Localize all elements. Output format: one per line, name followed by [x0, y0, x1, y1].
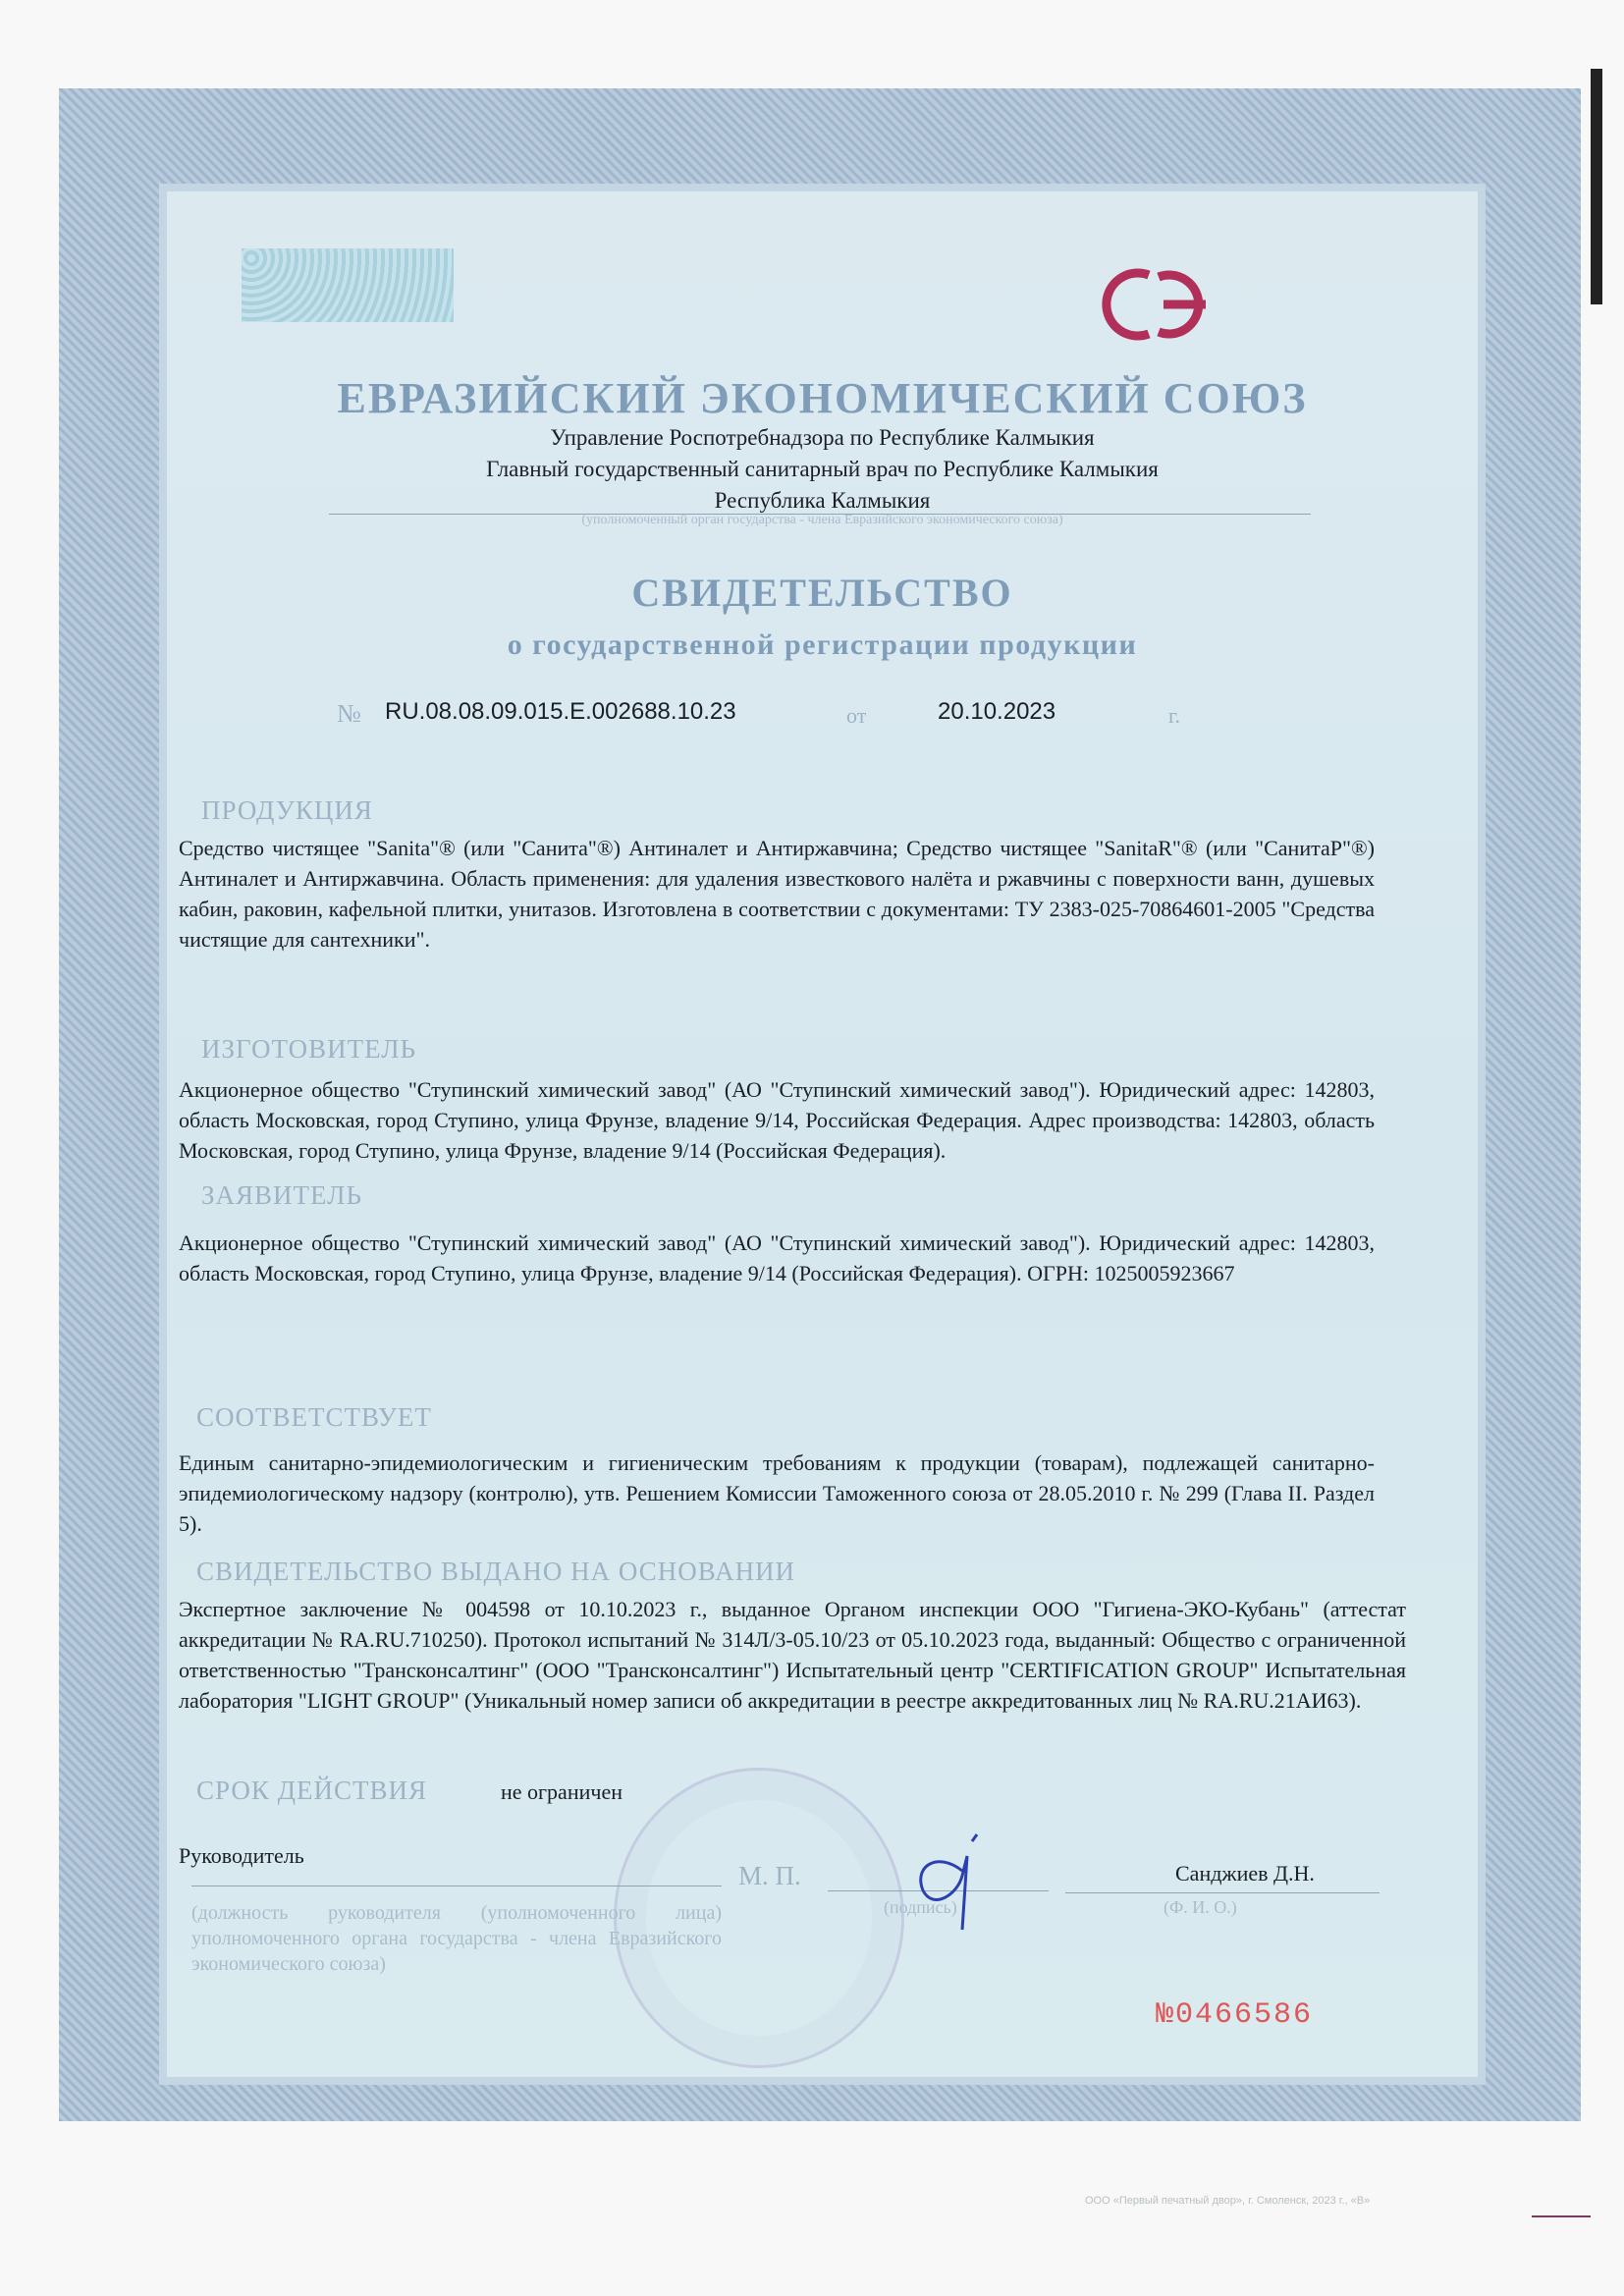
position-label: Руководитель — [179, 1843, 304, 1868]
eaeu-logo — [1090, 263, 1227, 347]
authority-line: Главный государственный санитарный врач по Республике Калмыкия — [486, 457, 1159, 481]
certificate-title: СВИДЕТЕЛЬСТВО — [631, 571, 1013, 615]
authority-line: Управление Роспотребнадзора по Республике Калмыкия — [550, 425, 1095, 450]
manufacturer-label: ИЗГОТОВИТЕЛЬ — [201, 1034, 417, 1064]
from-label: от — [846, 703, 867, 728]
signature-caption: (подпись) — [884, 1897, 957, 1917]
product-label: ПРОДУКЦИЯ — [201, 795, 373, 825]
serial-number: №0466586 — [1156, 1998, 1314, 2032]
registration-number: RU.08.08.09.015.E.002688.10.23 — [385, 698, 736, 725]
name-caption: (Ф. И. О.) — [1164, 1897, 1237, 1917]
union-title: ЕВРАЗИЙСКИЙ ЭКОНОМИЧЕСКИЙ СОЮЗ — [337, 374, 1308, 422]
conforms-text: Единым санитарно-эпидемиологическим и гигиеническим требованиям к продукции (товарам), подлежащей санитарно-эпидемиологическому надзору (контролю), утв. Решением Комиссии Таможенного союза от 28.05.2010 г. № 299 (Глава II. Раздел 5). — [179, 1450, 1375, 1536]
registration-date: 20.10.2023 — [938, 698, 1056, 725]
number-label: № — [337, 699, 361, 728]
authority-caption: (уполномоченный орган государства - члена Евразийского экономического союза) — [581, 513, 1063, 527]
position-caption: (должность руководителя (уполномоченного лица) уполномоченного органа государства - члена Евразийского экономического союза) — [191, 1902, 722, 1975]
validity-value: не ограничен — [501, 1779, 623, 1804]
validity-label: СРОК ДЕЙСТВИЯ — [196, 1776, 428, 1805]
stamp-label: М. П. — [738, 1861, 801, 1890]
product-text: Средство чистящее "Sanita"® (или "Санита"®) Антиналет и Антиржавчина; Средство чистящее "SanitaR"® (или "СанитаР"®) Антиналет и Антиржавчина. Область применения: для удаления известкового налёта и ржавчины с поверхности ванн, душевых кабин, раковин, кафельной плитки, унитазов. Изготовлена в соответствии с документами: ТУ 2383-025-70864601-2005 "Средства чистящие для сантехники". — [179, 836, 1375, 952]
certificate-subtitle: о государственной регистрации продукции — [507, 629, 1138, 661]
basis-label: СВИДЕТЕЛЬСТВО ВЫДАНО НА ОСНОВАНИИ — [196, 1557, 796, 1586]
signer-name: Санджиев Д.Н. — [1175, 1861, 1315, 1886]
year-suffix: г. — [1168, 703, 1181, 728]
applicant-text: Акционерное общество "Ступинский химический завод" (АО "Ступинский химический завод"). Юридический адрес: 142803, область Московская, город Ступино, улица Фрунзе, владение 9/14 (Российская Федерация). ОГРН: 1025005923667 — [179, 1230, 1375, 1285]
scan-edge — [1591, 69, 1602, 304]
margin-mark — [1532, 2215, 1591, 2217]
applicant-label: ЗАЯВИТЕЛЬ — [201, 1180, 362, 1210]
basis-text: Экспертное заключение № 004598 от 10.10.2023 г., выданное Органом инспекции ООО "Гигиена-ЭКО-Кубань" (аттестат аккредитации № RA.RU.710250). Протокол испытаний № 314Л/3-05.10/23 от 05.10.2023 года, выданный: Общество с ограниченной ответственностью "Трансконсалтинг" (ООО "Трансконсалтинг") Испытательный центр "CERTIFICATION GROUP" Испытательная лаборатория "LIGHT GROUP" (Уникальный номер записи об аккредитации в реестре аккредитованных лиц № RA.RU.21АИ63). — [179, 1597, 1406, 1713]
printer-imprint: ООО «Первый печатный двор», г. Смоленск, 2023 г., «В» — [1085, 2195, 1371, 2207]
manufacturer-text: Акционерное общество "Ступинский химический завод" (АО "Ступинский химический завод"). Юридический адрес: 142803, область Московская, город Ступино, улица Фрунзе, владение 9/14, Российская Федерация. Адрес производства: 142803, область Московская, город Ступино, улица Фрунзе, владение 9/14 (Российская Федерация). — [179, 1077, 1375, 1163]
authority-line: Республика Калмыкия — [714, 488, 931, 513]
hologram — [242, 248, 454, 322]
authority — [167, 422, 1478, 517]
conforms-label: СООТВЕТСТВУЕТ — [196, 1402, 432, 1432]
